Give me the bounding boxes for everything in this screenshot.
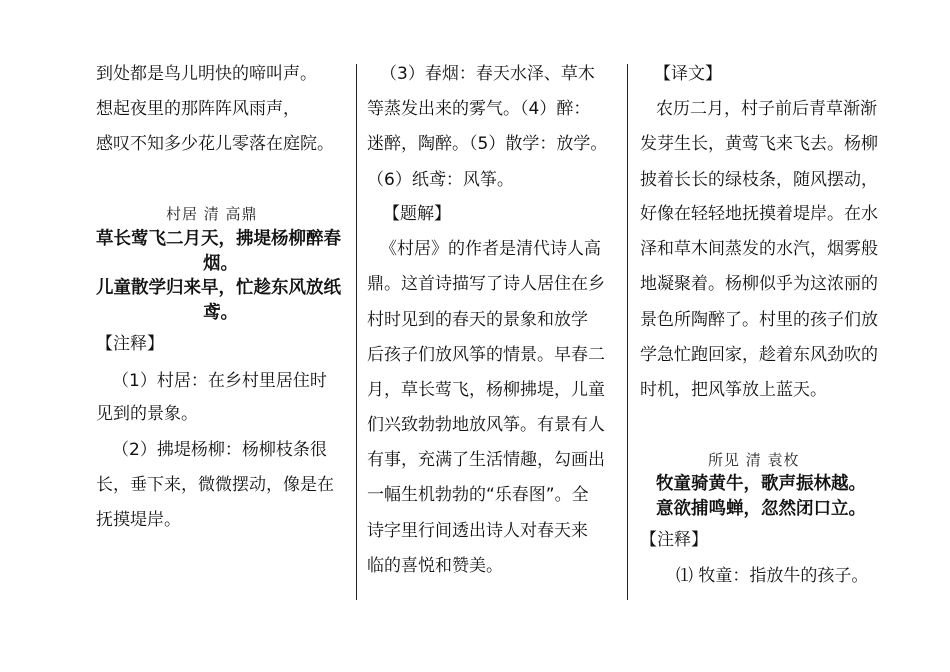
note-line: 长，垂下来，微微摆动，像是在 [96, 475, 334, 495]
poem-line: 儿童散学归来早，忙趁东风放纸 [96, 278, 341, 298]
explanation-line: 诗字里行间透出诗人对春天来 [367, 521, 588, 541]
translation-line: 农历二月，村子前后青草渐渐 [656, 99, 877, 119]
translation-line: 发芽生长，黄莺飞来飞去。杨柳 [640, 134, 878, 154]
column-divider-left [356, 64, 357, 600]
translation-line: 景色所陶醉了。村里的孩子们放 [640, 310, 878, 330]
note-line: 等蒸发出来的雾气。（4）醉： [367, 99, 591, 119]
section-header: 【题解】 [383, 204, 451, 224]
explanation-line: 有事，充满了生活情趣，勾画出 [367, 450, 605, 470]
translation-line: 好像在轻轻地抚摸着堤岸。在水 [640, 204, 878, 224]
translation-line: 地凝聚着。杨柳似乎为这浓丽的 [640, 274, 878, 294]
section-header: 【译文】 [654, 64, 722, 84]
note-line: ⑴ 牧童：指放牛的孩子。 [676, 566, 869, 586]
translation-line: 感叹不知多少花儿零落在庭院。 [96, 134, 334, 154]
notes-header: 【注释】 [96, 334, 164, 354]
poem-line: 意欲捕鸣蝉，忽然闭口立。 [656, 499, 866, 519]
translation-line: 披着长长的绿枝条，随风摆动， [640, 170, 878, 190]
note-line: （2）拂堤杨柳：杨柳枝条很 [112, 440, 327, 460]
explanation-line: 临的喜悦和赞美。 [367, 556, 503, 576]
explanation-line: 后孩子们放风筝的情景。早春二 [367, 345, 605, 365]
poem-line: 牧童骑黄牛，歌声振林越。 [656, 474, 866, 494]
note-line: 见到的景象。 [96, 404, 198, 424]
explanation-line: 《村居》的作者是清代诗人高 [380, 239, 601, 259]
poem-title: 所见 清 袁枚 [708, 451, 800, 469]
translation-line: 泽和草木间蒸发的水汽，烟雾般 [640, 239, 878, 259]
translation-line: 到处都是鸟儿明快的啼叫声。 [96, 64, 317, 84]
translation-line: 想起夜里的那阵阵风雨声， [96, 99, 300, 119]
explanation-line: 一幅生机勃勃的“乐春图”。全 [367, 485, 589, 505]
column-divider-right [627, 64, 628, 600]
explanation-line: 们兴致勃勃地放风筝。有景有人 [367, 415, 605, 435]
translation-line: 时机，把风筝放上蓝天。 [640, 380, 827, 400]
translation-line: 学急忙跑回家，趁着东风劲吹的 [640, 345, 878, 365]
poem-title: 村居 清 高鼎 [166, 205, 258, 223]
note-line: （3）春烟：春天水泽、草木 [380, 64, 595, 84]
explanation-line: 月，草长莺飞，杨柳拂堤，儿童 [367, 380, 605, 400]
explanation-line: 鼎。这首诗描写了诗人居住在乡 [367, 274, 605, 294]
poem-line: 烟。 [203, 254, 238, 274]
poem-line: 鸢。 [203, 303, 238, 323]
note-line: （1）村居：在乡村里居住时 [112, 371, 327, 391]
poem-line: 草长莺飞二月天，拂堤杨柳醉春 [96, 229, 341, 249]
notes-header: 【注释】 [640, 530, 708, 550]
explanation-line: 村时见到的春天的景象和放学 [367, 310, 588, 330]
note-line: 抚摸堤岸。 [96, 510, 181, 530]
note-line: （6）纸鸢：风筝。 [367, 170, 514, 190]
note-line: 迷醉，陶醉。（5）散学：放学。 [367, 134, 608, 154]
